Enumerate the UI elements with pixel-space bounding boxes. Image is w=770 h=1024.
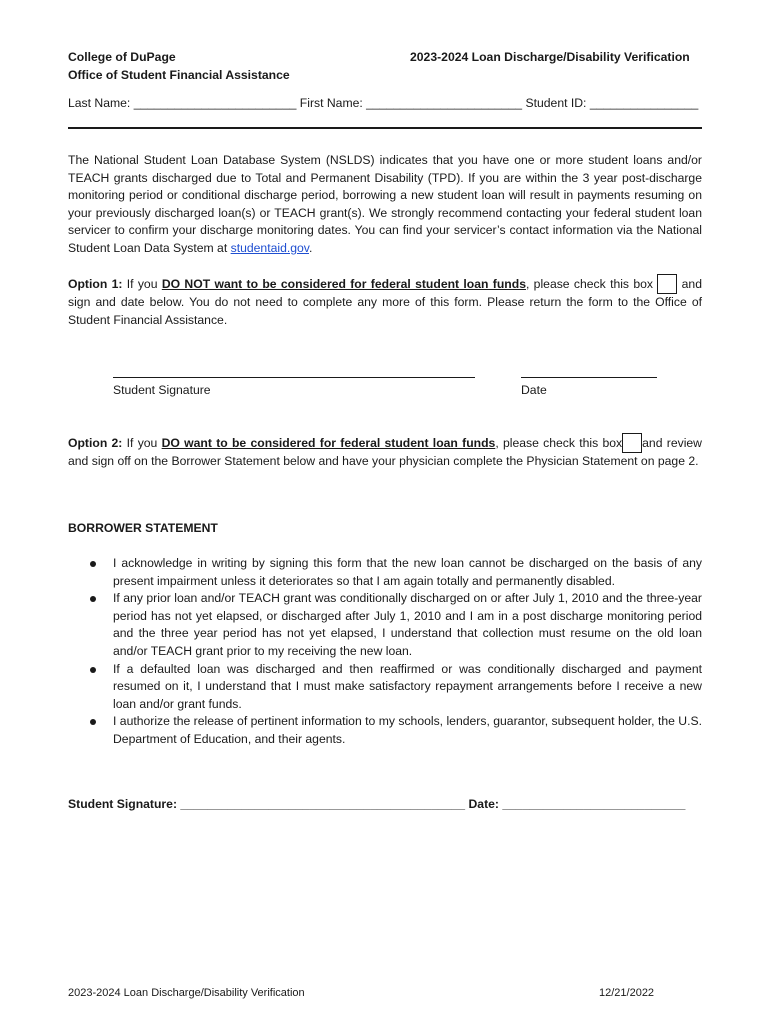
bullet-icon bbox=[90, 719, 96, 725]
student-id-label: Student ID: bbox=[525, 96, 587, 110]
studentaid-link[interactable]: studentaid.gov bbox=[230, 240, 309, 255]
office-name: Office of Student Financial Assistance bbox=[68, 68, 290, 82]
option-1-mid: , please check this box bbox=[525, 277, 658, 291]
final-signature-field[interactable]: __________________________________________ bbox=[180, 797, 466, 811]
borrower-signature-row bbox=[68, 795, 702, 813]
header-institution bbox=[68, 48, 290, 84]
student-id-field[interactable]: ________________ bbox=[589, 96, 699, 110]
bullet-icon bbox=[90, 667, 96, 673]
student-signature-line[interactable] bbox=[113, 377, 475, 378]
student-signature-label: Student Signature bbox=[113, 383, 211, 397]
statement-text: If a defaulted loan was discharged and then reaffirmed or was conditionally discharged and payment resumed on it, I understand that I must make satisfactory repayment arrangements before I receive a new loan and/or grant funds. bbox=[113, 661, 702, 711]
option-1-label: Option 1: bbox=[68, 277, 123, 291]
borrower-statement-list bbox=[68, 555, 702, 749]
option-1-emphasis: DO NOT want to be considered for federal student loan funds bbox=[161, 277, 526, 291]
option-2-label: Option 2: bbox=[68, 436, 123, 450]
intro-paragraph bbox=[68, 152, 702, 258]
option-1-paragraph bbox=[68, 274, 702, 329]
option-2-mid: , please check this box bbox=[495, 436, 623, 450]
list-item bbox=[68, 661, 702, 714]
option-1-post: and sign and date below. You do not need to complete any more of this form. Please return the form to the Office of Student Financial Assistance. bbox=[68, 277, 702, 327]
form-page bbox=[68, 0, 702, 1024]
statement-text: I acknowledge in writing by signing this form that the new loan cannot be discharged on the basis of any present impairment unless it deteriorates so that I am again totally and permanently disabled. bbox=[113, 556, 702, 588]
list-item bbox=[68, 590, 702, 660]
option-1-checkbox[interactable] bbox=[657, 274, 677, 294]
borrower-statement-heading: BORROWER STATEMENT bbox=[68, 521, 218, 535]
final-date-label: Date: bbox=[468, 797, 499, 811]
first-name-field[interactable]: _______________________ bbox=[366, 96, 523, 110]
date-label: Date bbox=[521, 383, 547, 397]
option-2-paragraph bbox=[68, 433, 702, 471]
final-date-field[interactable]: ___________________________ bbox=[502, 797, 686, 811]
header-divider bbox=[68, 127, 702, 129]
option-2-post: and review and sign off on the Borrower Statement below and have your physician complete the Physician Statement on page 2. bbox=[68, 436, 702, 468]
statement-text: I authorize the release of pertinent information to my schools, lenders, guarantor, subsequent holder, the U.S. Department of Education, and their agents. bbox=[113, 714, 702, 746]
first-name-label: First Name: bbox=[299, 96, 363, 110]
footer-title: 2023-2024 Loan Discharge/Disability Verification bbox=[68, 987, 305, 999]
statement-text: If any prior loan and/or TEACH grant was conditionally discharged on or after July 1, 2010 and the three-year period has not yet elapsed, or discharged after July 1, 2010 and I am in a post discharge monitoring period and the three year period has not yet elapsed, I understand that collection must resume on the old loan and/or TEACH grant prior to my receiving the new loan. bbox=[113, 591, 702, 658]
list-item bbox=[68, 713, 702, 748]
list-item bbox=[68, 555, 702, 590]
final-signature-label: Student Signature: bbox=[68, 797, 178, 811]
bullet-icon bbox=[90, 596, 96, 602]
intro-text: The National Student Loan Database System (NSLDS) indicates that you have one or more student loans and/or TEACH grants discharged due to Total and Permanent Disability (TPD). If you are within the 3 year post-discharge monitoring period or conditional discharge period, borrowing a new student loan will result in payments resuming on your previously discharged loan(s) or TEACH grant(s). We strongly recommend contacting your federal student loan servicer to confirm your discharge monitoring dates. You can find your servicer’s contact information via the National Student Loan Data System at bbox=[68, 153, 702, 255]
bullet-icon bbox=[90, 561, 96, 567]
last-name-field[interactable]: ________________________ bbox=[133, 96, 297, 110]
option-2-emphasis: DO want to be considered for federal student loan funds bbox=[161, 436, 496, 450]
option-2-pre: If you bbox=[122, 436, 162, 450]
option-1-pre: If you bbox=[122, 277, 162, 291]
last-name-label: Last Name: bbox=[68, 96, 131, 110]
intro-end: . bbox=[308, 240, 313, 255]
footer-date: 12/21/2022 bbox=[599, 987, 655, 999]
option-2-checkbox[interactable] bbox=[622, 433, 642, 453]
form-title: 2023-2024 Loan Discharge/Disability Verification bbox=[410, 50, 690, 64]
identity-fields bbox=[68, 94, 702, 112]
college-name: College of DuPage bbox=[68, 50, 176, 64]
date-line[interactable] bbox=[521, 377, 657, 378]
